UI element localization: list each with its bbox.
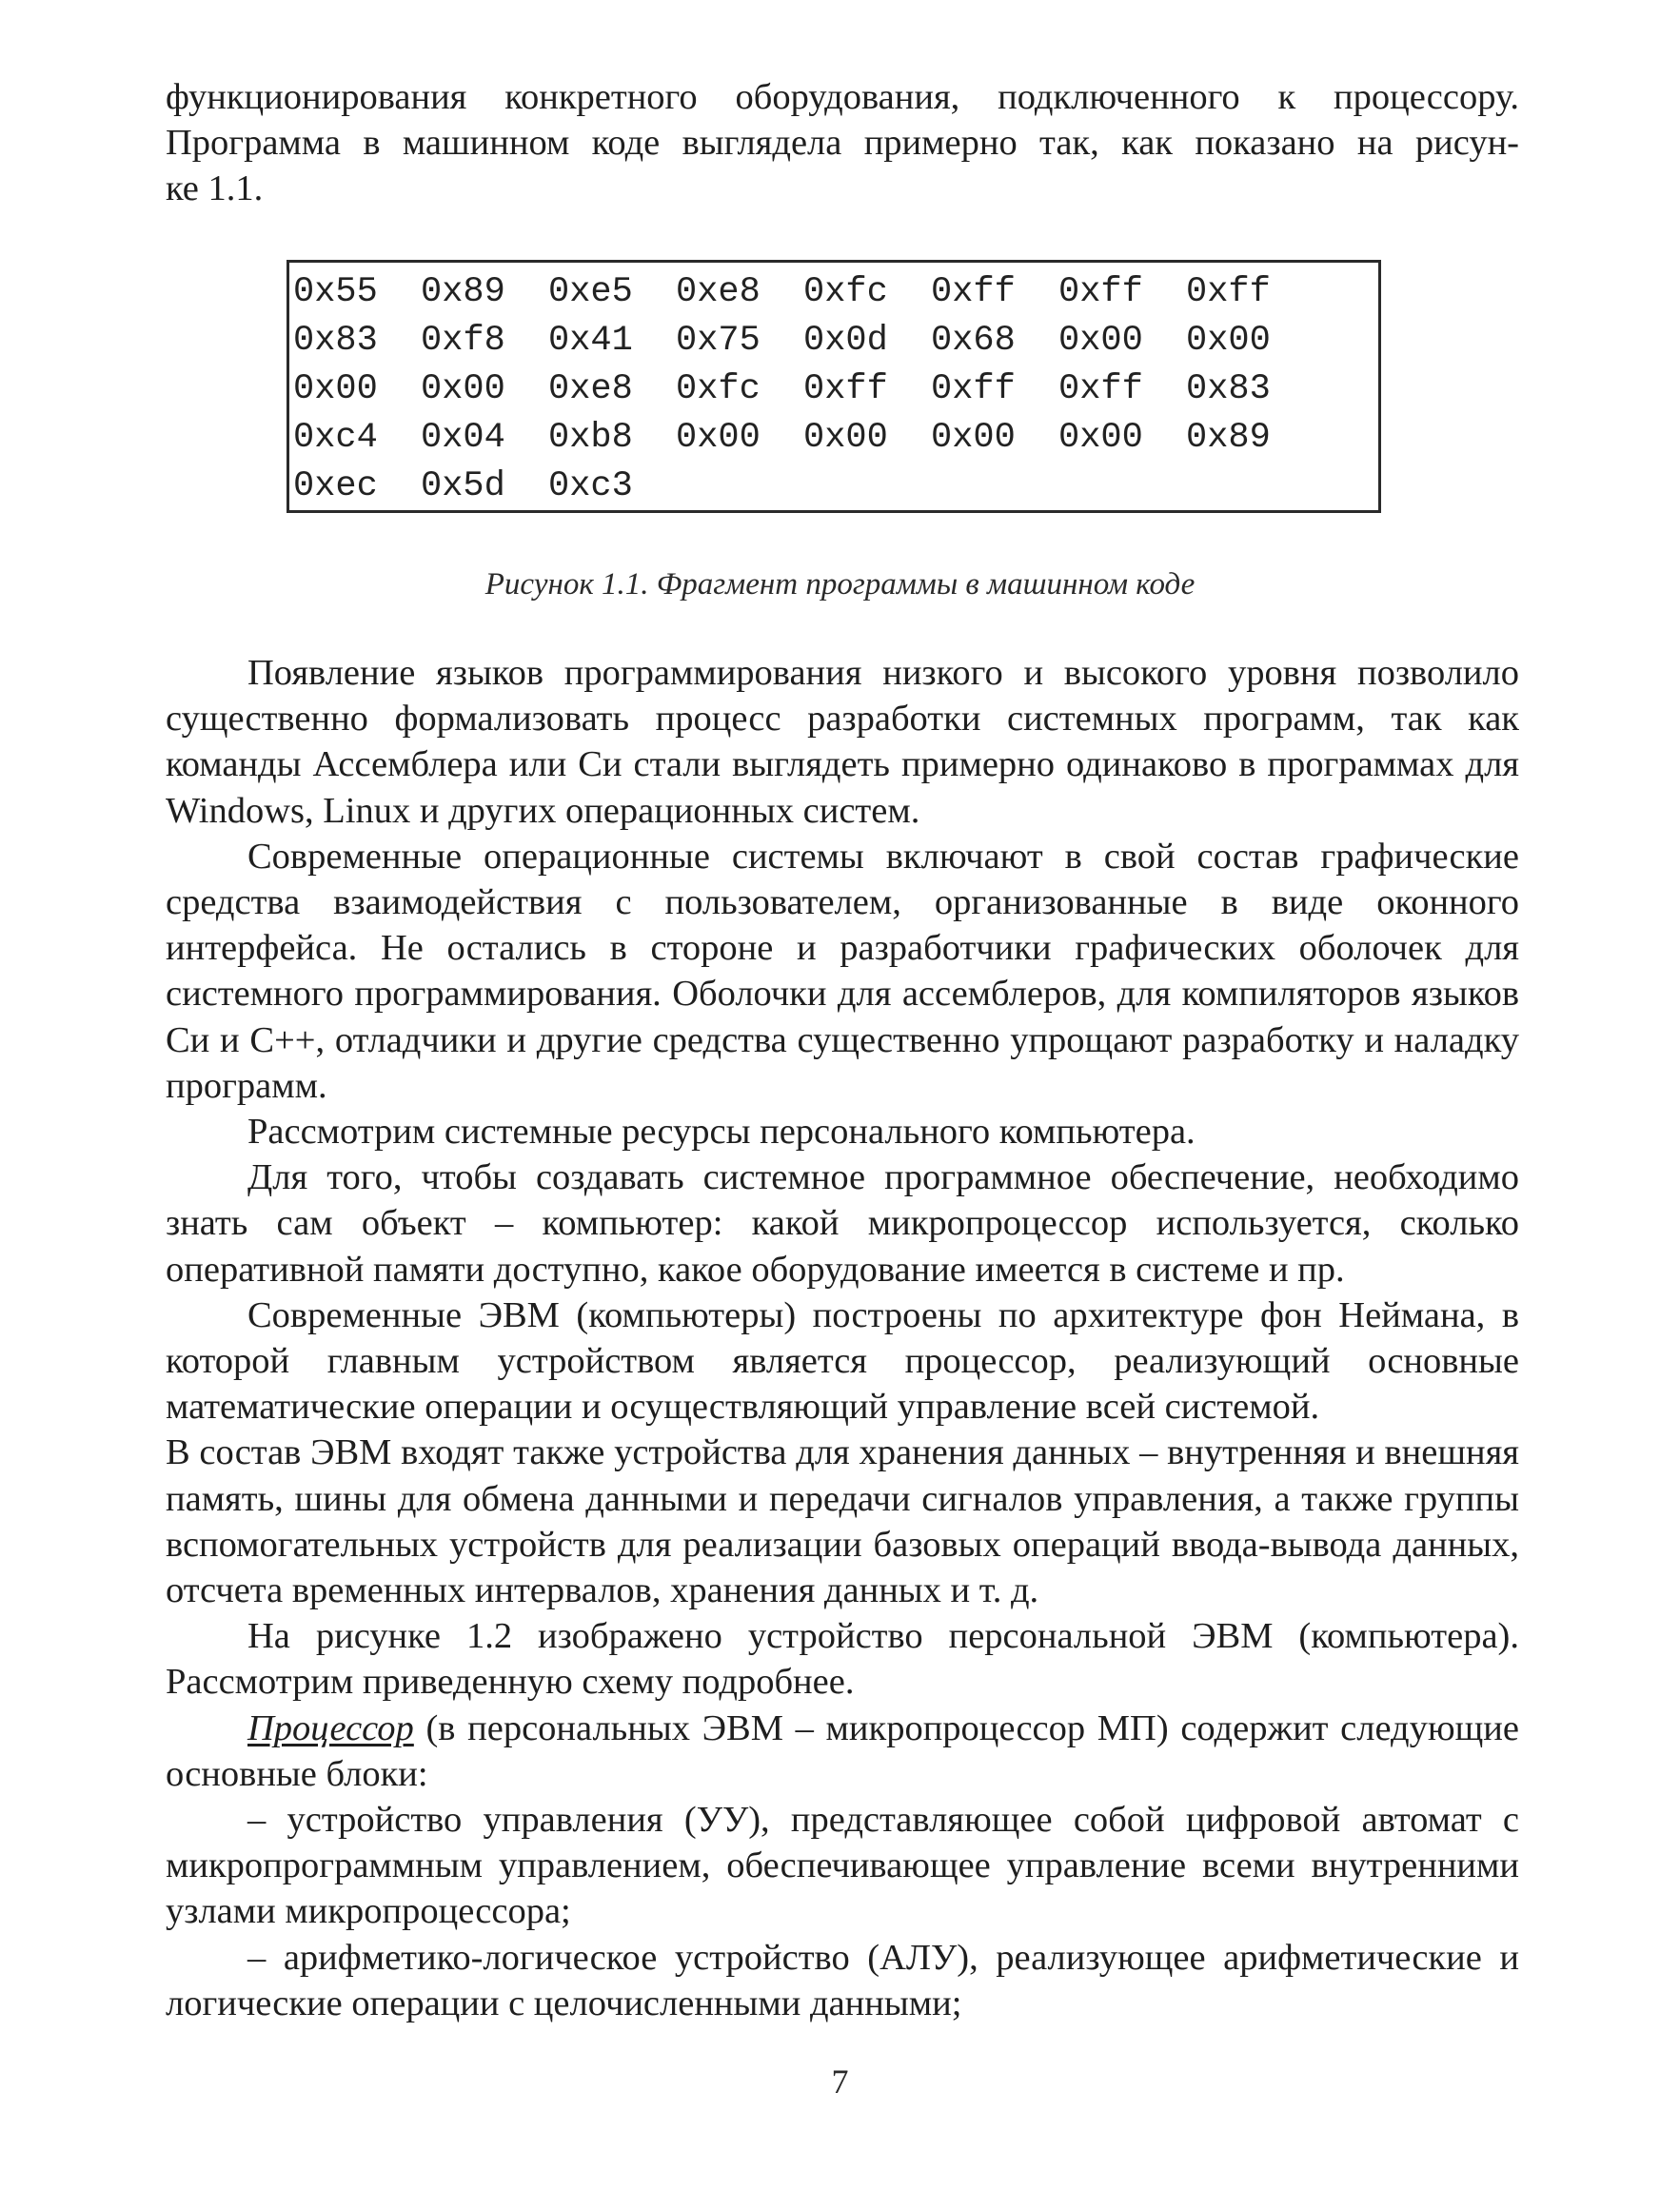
code-byte: 0x00 (1058, 320, 1143, 361)
machine-code-figure (287, 260, 1381, 513)
code-row (293, 316, 1314, 365)
intro-line-3: ке 1.1. (166, 168, 264, 209)
paragraph-resources: Рассмотрим системные ресурсы персонального компьютера. (247, 1112, 1196, 1153)
code-row (293, 365, 1314, 413)
code-row (293, 413, 1314, 462)
code-byte: 0xff (1186, 271, 1271, 312)
paragraph-processor-text: (в персональных ЭВМ – микропроцессор МП) содержит следующие основные блоки: (166, 1707, 1519, 1794)
code-byte: 0x89 (421, 271, 505, 312)
main-text (166, 650, 1519, 2026)
code-byte: 0xff (1058, 368, 1143, 409)
code-byte: 0xe8 (676, 271, 761, 312)
code-byte: 0xfc (803, 271, 888, 312)
paragraph-processor (166, 1706, 1519, 1797)
intro-line-2: Программа в машинном коде выглядела примерно так, как показано на рисун- (166, 123, 1519, 164)
code-byte: 0xc4 (293, 417, 378, 458)
code-row (293, 267, 1314, 316)
code-byte: 0xe5 (548, 271, 633, 312)
intro-paragraph (166, 74, 1519, 212)
term-processor: Процессор (247, 1707, 414, 1748)
code-byte: 0x00 (421, 368, 505, 409)
code-byte: 0x00 (1186, 320, 1271, 361)
paragraph-object: Для того, чтобы создавать системное программное обеспечение, необходимо знать сам объект – компьютер: какой микропроцессор используется, сколько оперативной памяти доступно, какое оборудование имеется в системе и пр. (166, 1157, 1519, 1290)
code-byte: 0xc3 (548, 465, 633, 506)
code-byte: 0x0d (803, 320, 888, 361)
list-item-alu: – арифметико-логическое устройство (АЛУ), реализующее арифметические и логические операции с целочисленными данными; (166, 1937, 1519, 2023)
code-byte: 0xfc (676, 368, 761, 409)
code-byte: 0xff (1058, 271, 1143, 312)
code-byte: 0x00 (931, 417, 1016, 458)
code-byte: 0x5d (421, 465, 505, 506)
paragraph-languages: Появление языков программирования низкого и высокого уровня позволило существенно формализовать процесс разработки системных программ, так как команды Ассемблера или Си стали выглядеть примерно одинаково в программах для Windows, Linux и других операционных систем. (166, 653, 1519, 831)
code-byte: 0xec (293, 465, 378, 506)
code-byte: 0x00 (676, 417, 761, 458)
figure-caption: Рисунок 1.1. Фрагмент программы в машинном коде (484, 567, 1196, 602)
paragraph-composition: В состав ЭВМ входят также устройства для хранения данных – внутренняя и внешняя память, шины для обмена данными и передачи сигналов управления, а также группы вспомогательных устройств для реализации базовых операций ввода-вывода данных, отсчета временных интервалов, хранения данных и т. д. (166, 1432, 1519, 1611)
code-byte: 0x00 (1058, 417, 1143, 458)
code-byte: 0x68 (931, 320, 1016, 361)
code-byte: 0x83 (293, 320, 378, 361)
code-byte: 0xff (803, 368, 888, 409)
paragraph-neumann: Современные ЭВМ (компьютеры) построены по архитектуре фон Неймана, в которой главным устройством является процессор, реализующий основные математические операции и осуществляющий управление всей системой. (166, 1294, 1519, 1428)
paragraph-figure-ref: На рисунке 1.2 изображено устройство персональной ЭВМ (компьютера). Рассмотрим приведенную схему подробнее. (166, 1616, 1519, 1703)
code-byte: 0x41 (548, 320, 633, 361)
paragraph-gui: Современные операционные системы включают в свой состав графические средства взаимодействия с пользователем, организованные в виде оконного интерфейса. Не остались в стороне и разработчики графических оболочек для системного программирования. Оболочки для ассемблеров, для компиляторов языков Си и С++, отладчики и другие средства существенно упрощают разработку и наладку программ. (166, 836, 1519, 1106)
machine-code-table (293, 267, 1314, 510)
code-byte: 0x89 (1186, 417, 1271, 458)
page-number: 7 (831, 2062, 849, 2101)
code-byte: 0xe8 (548, 368, 633, 409)
code-byte: 0xff (931, 368, 1016, 409)
code-row (293, 462, 1314, 510)
code-byte: 0xb8 (548, 417, 633, 458)
code-byte: 0x00 (803, 417, 888, 458)
code-byte: 0x75 (676, 320, 761, 361)
code-byte: 0x83 (1186, 368, 1271, 409)
code-byte: 0xf8 (421, 320, 505, 361)
intro-line-1: функционирования конкретного оборудования, подключенного к процессору. (166, 77, 1519, 117)
code-byte: 0x55 (293, 271, 378, 312)
code-byte: 0xff (931, 271, 1016, 312)
list-item-control-unit: – устройство управления (УУ), представляющее собой цифровой автомат с микропрограммным управлением, обеспечивающее управление всеми внутренними узлами микропроцессора; (166, 1800, 1519, 1932)
code-byte: 0x04 (421, 417, 505, 458)
code-byte: 0x00 (293, 368, 378, 409)
